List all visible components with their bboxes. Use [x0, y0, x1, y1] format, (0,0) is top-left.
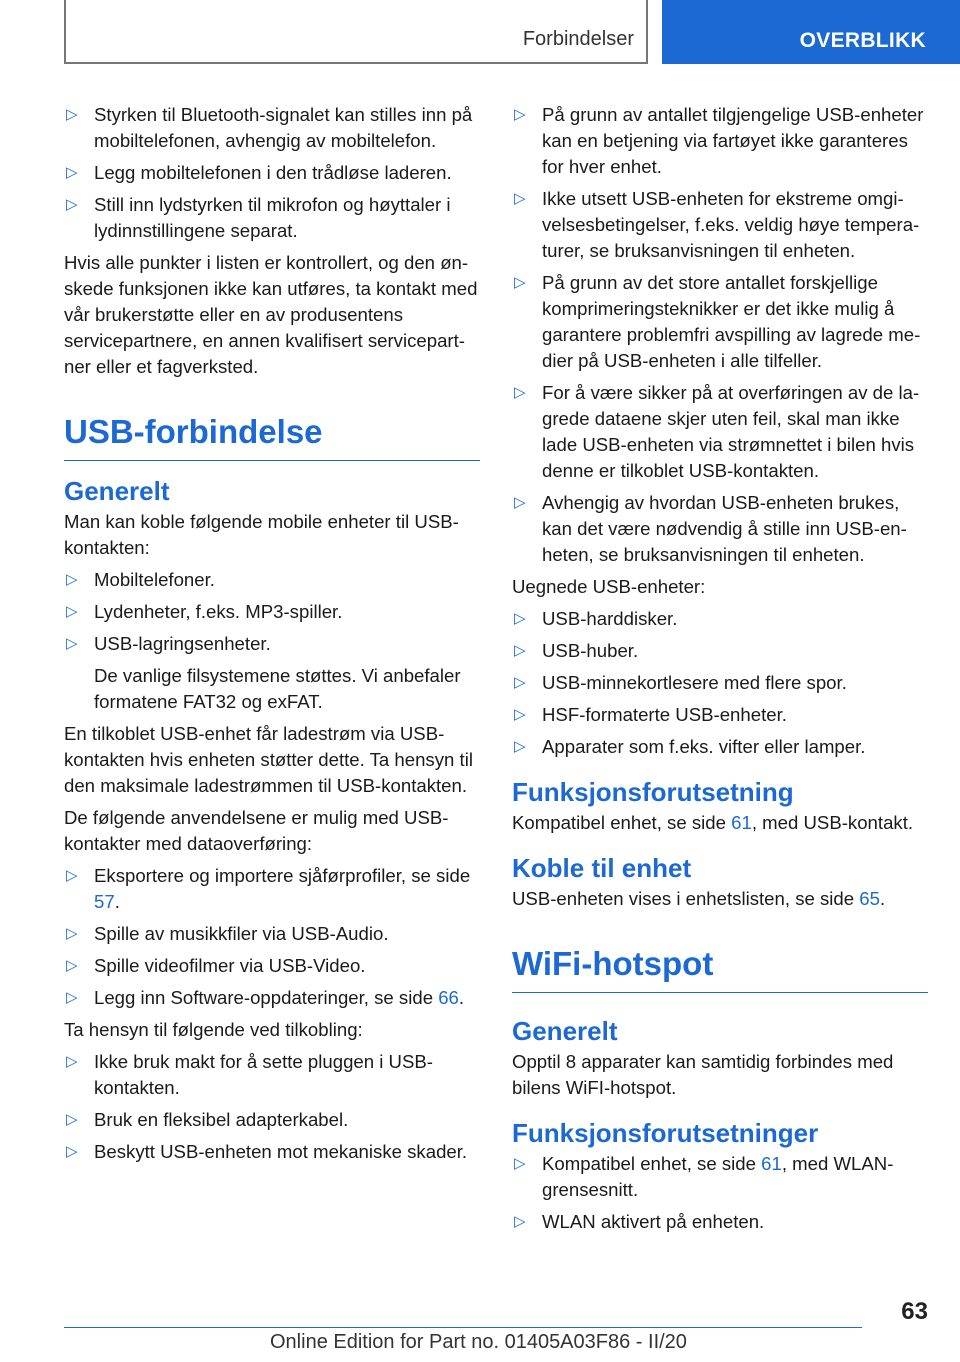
footer-edition: Online Edition for Part no. 01405A03F86 - II/20 [270, 1331, 687, 1353]
list-item-note: De vanlige filsystemene støttes. Vi anbefaler formatene FAT32 og exFAT. [94, 665, 461, 712]
triangle-right-icon: ▷ [514, 384, 526, 401]
paragraph: Uegnede USB-enheter: [512, 576, 706, 597]
triangle-right-icon: ▷ [66, 164, 78, 181]
list-item: ▷ Avhengig av hvordan USB-enheten brukes, kan det være nødvendig å stille inn USB-enheten, se bruksanvisningen til enheten. [514, 492, 907, 565]
triangle-right-icon: ▷ [66, 957, 78, 974]
left-column [64, 102, 480, 1171]
triangle-right-icon: ▷ [514, 706, 526, 723]
triangle-right-icon: ▷ [514, 738, 526, 755]
list-item: ▷ Apparater som f.eks. vifter eller lamper. [512, 734, 928, 760]
paragraph: Man kan koble følgende mobile enheter til USB-kontakten: [64, 511, 459, 558]
triangle-right-icon: ▷ [66, 106, 78, 123]
triangle-right-icon: ▷ [66, 867, 78, 884]
triangle-right-icon: ▷ [66, 1143, 78, 1160]
list-item: ▷ På grunn av antallet tilgjengelige USB-enheter kan en betjening via fartøyet ikke garanteres for hver enhet. [514, 104, 924, 177]
triangle-right-icon: ▷ [514, 674, 526, 691]
list-item: ▷ Ikke bruk makt for å sette pluggen i USB-kontakten. [66, 1051, 433, 1098]
list-item: ▷ Spille av musikkfiler via USB-Audio. [64, 921, 480, 947]
list-item: ▷ Lydenheter, f.eks. MP3-spiller. [64, 599, 480, 625]
list-item: ▷ Legg mobiltelefonen i den trådløse laderen. [64, 160, 480, 186]
list-item: ▷ Bruk en fleksibel adapterkabel. [64, 1107, 480, 1133]
triangle-right-icon: ▷ [514, 1155, 526, 1172]
triangle-right-icon: ▷ [514, 494, 526, 511]
list-item: ▷ USB-minnekortlesere med flere spor. [512, 670, 928, 696]
paragraph: Kompatibel enhet, se side 61, med USB-kontakt. [512, 812, 914, 833]
list-item: ▷ Styrken til Bluetooth-signalet kan stilles inn på mobiltelefonen, avhengig av mobiltelefon. [66, 104, 473, 151]
paragraph: USB-enheten vises i enhetslisten, se side 65. [512, 888, 886, 909]
list-item: ▷ USB-harddisker. [512, 606, 928, 632]
list-item: ▷ Still inn lydstyrken til mikrofon og høyttaler i lydinnstillingene separat. [66, 194, 451, 241]
heading-generelt-wifi: Generelt [512, 1016, 618, 1046]
triangle-right-icon: ▷ [66, 196, 78, 213]
heading-usb: USB-forbindelse [64, 412, 480, 461]
list-item: ▷ HSF-formaterte USB-enheter. [512, 702, 928, 728]
triangle-right-icon: ▷ [514, 610, 526, 627]
right-column [512, 102, 928, 1241]
heading-generelt: Generelt [64, 476, 170, 506]
heading-funksjonsforutsetninger: Funksjonsforutsetninger [512, 1118, 819, 1148]
page-number: 63 [901, 1298, 928, 1325]
page-link-66[interactable]: 66 [438, 987, 459, 1008]
triangle-right-icon: ▷ [514, 274, 526, 291]
page-link-61[interactable]: 61 [761, 1153, 782, 1174]
triangle-right-icon: ▷ [66, 989, 78, 1006]
list-item: ▷ For å være sikker på at overføringen av de lagrede dataene skjer uten feil, skal man ikke lade USB-enheten via strømnettet i bilen hvis denne er tilkoblet USB-kontakten. [514, 382, 920, 481]
list-item: ▷ Beskytt USB-enheten mot mekaniske skader. [64, 1139, 480, 1165]
paragraph: En tilkoblet USB-enhet får ladestrøm via USB-kontakten hvis enheten støtter dette. Ta hensyn til den maksimale ladestrømmen til USB-kontakten. [64, 723, 473, 796]
list-item: ▷ På grunn av det store antallet forskjellige komprimeringsteknikker er det ikke mulig å garantere problemfri avspilling av lagrede medier på USB-enheten i alle tilfeller. [514, 272, 921, 371]
heading-wifi-hotspot: WiFi-hotspot [512, 944, 928, 993]
list-item: ▷ WLAN aktivert på enheten. [512, 1209, 928, 1235]
list-item: ▷ Legg inn Software-oppdateringer, se side 66. [64, 985, 480, 1011]
paragraph: Ta hensyn til følgende ved tilkobling: [64, 1019, 363, 1040]
triangle-right-icon: ▷ [514, 642, 526, 659]
triangle-right-icon: ▷ [66, 1053, 78, 1070]
triangle-right-icon: ▷ [66, 925, 78, 942]
heading-funksjonsforutsetning: Funksjonsforutsetning [512, 777, 794, 807]
triangle-right-icon: ▷ [514, 1213, 526, 1230]
page-link-65[interactable]: 65 [859, 888, 880, 909]
page-link-61[interactable]: 61 [731, 812, 752, 833]
triangle-right-icon: ▷ [66, 571, 78, 588]
section-title: Forbindelser [522, 28, 634, 50]
heading-koble-til-enhet: Koble til enhet [512, 853, 692, 883]
triangle-right-icon: ▷ [66, 603, 78, 620]
paragraph: De følgende anvendelsene er mulig med USB-kontakter med dataoverføring: [64, 807, 449, 854]
list-item: ▷ Spille videofilmer via USB-Video. [64, 953, 480, 979]
list-item: ▷ Ikke utsett USB-enheten for ekstreme omgivelsesbetingelser, f.eks. veldig høye temperaturer, se bruksanvisningen til enheten. [514, 188, 920, 261]
paragraph: Opptil 8 apparater kan samtidig forbindes med bilens WiFI-hotspot. [512, 1051, 894, 1098]
triangle-right-icon: ▷ [66, 1111, 78, 1128]
list-item: ▷ Mobiltelefoner. [64, 567, 480, 593]
triangle-right-icon: ▷ [514, 190, 526, 207]
list-item: ▷ USB-huber. [512, 638, 928, 664]
tab-overblikk[interactable]: OVERBLIKK [662, 0, 960, 64]
triangle-right-icon: ▷ [66, 635, 78, 652]
list-item: ▷ Eksportere og importere sjåførprofiler, se side 57. [66, 865, 471, 912]
paragraph: Hvis alle punkter i listen er kontrollert, og den ønskede funksjonen ikke kan utføres, ta kontakt med vår brukerstøtte eller en av produsentens servicepartnere, en annen kvalifisert servicepartner eller et fagverksted. [64, 252, 478, 377]
page-link-57[interactable]: 57 [94, 891, 115, 912]
footer-divider [64, 1327, 862, 1328]
list-item: ▷ USB-lagringsenheter. [64, 631, 480, 657]
list-item: ▷ Kompatibel enhet, se side 61, med WLAN-grensesnitt. [514, 1153, 894, 1200]
triangle-right-icon: ▷ [514, 106, 526, 123]
